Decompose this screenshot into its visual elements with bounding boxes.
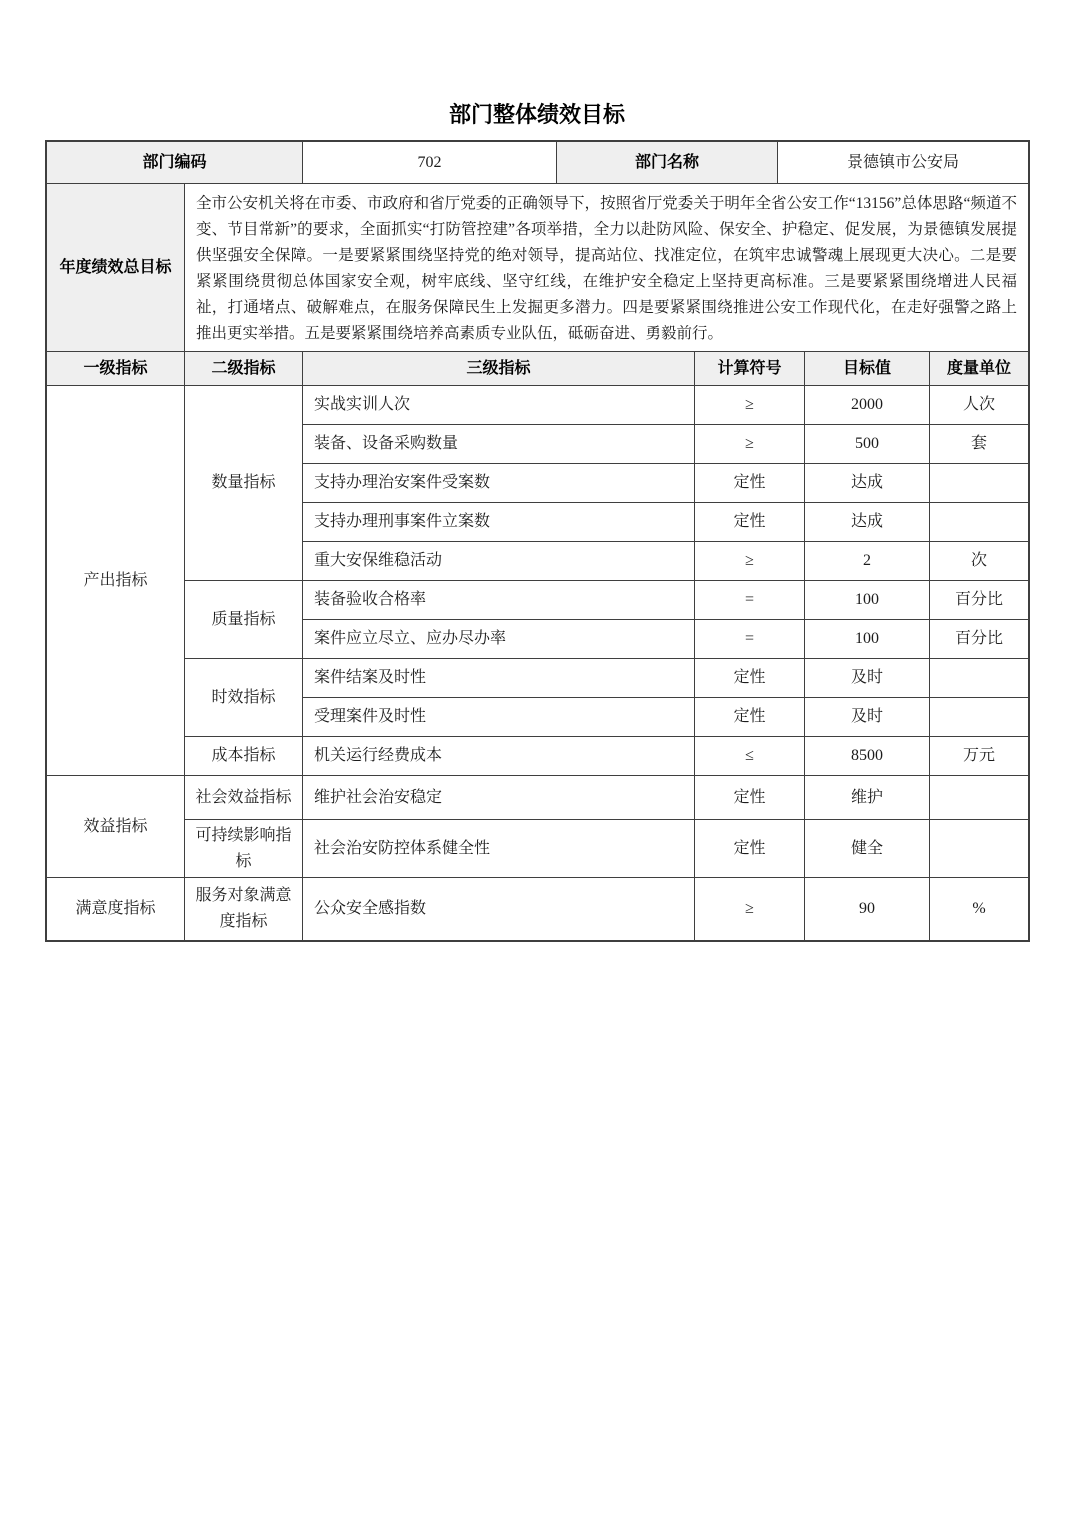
row-target: 100: [805, 581, 930, 620]
row-symbol: ≤: [695, 737, 805, 776]
row-unit: [930, 464, 1028, 503]
row-unit: 万元: [930, 737, 1028, 776]
row-symbol: 定性: [695, 503, 805, 542]
level1-satisfaction-indicators: 满意度指标: [47, 878, 185, 940]
row-level3: 重大安保维稳活动: [303, 542, 695, 581]
row-level3: 受理案件及时性: [303, 698, 695, 737]
row-level3: 支持办理刑事案件立案数: [303, 503, 695, 542]
level1-benefit-indicators: 效益指标: [47, 776, 185, 878]
level1-output-indicators: 产出指标: [47, 386, 185, 776]
level2-sustainable-impact-indicators: 可持续影响指标: [185, 820, 303, 878]
row-level3: 案件应立尽立、应办尽办率: [303, 620, 695, 659]
row-level3: 装备、设备采购数量: [303, 425, 695, 464]
performance-goals-table: [45, 140, 1030, 942]
row-level3: 机关运行经费成本: [303, 737, 695, 776]
row-target: 8500: [805, 737, 930, 776]
row-unit: [930, 820, 1028, 878]
level2-social-benefit-indicators: 社会效益指标: [185, 776, 303, 820]
row-symbol: 定性: [695, 776, 805, 820]
row-unit: 次: [930, 542, 1028, 581]
row-symbol: =: [695, 581, 805, 620]
row-target: 维护: [805, 776, 930, 820]
row-level3: 公众安全感指数: [303, 878, 695, 940]
row-symbol: 定性: [695, 698, 805, 737]
row-target: 100: [805, 620, 930, 659]
dept-code-value: 702: [303, 142, 557, 184]
level2-quantity-indicators: 数量指标: [185, 386, 303, 581]
dept-name-label: 部门名称: [557, 142, 778, 184]
row-level3: 支持办理治安案件受案数: [303, 464, 695, 503]
header-level3: 三级指标: [303, 352, 695, 386]
row-unit: [930, 659, 1028, 698]
row-unit: [930, 698, 1028, 737]
level2-timeliness-indicators: 时效指标: [185, 659, 303, 737]
row-target: 2000: [805, 386, 930, 425]
dept-name-value: 景德镇市公安局: [778, 142, 1028, 184]
header-symbol: 计算符号: [695, 352, 805, 386]
row-target: 健全: [805, 820, 930, 878]
row-unit: %: [972, 900, 986, 917]
header-unit: 度量单位: [930, 352, 1028, 386]
row-level3: 装备验收合格率: [303, 581, 695, 620]
row-unit: [930, 776, 1028, 820]
row-symbol: ≥: [695, 878, 805, 940]
row-unit: 百分比: [930, 581, 1028, 620]
row-target: 及时: [805, 659, 930, 698]
row-level3: 维护社会治安稳定: [303, 776, 695, 820]
row-symbol: ≥: [695, 542, 805, 581]
row-level3: 实战实训人次: [303, 386, 695, 425]
dept-code-label: 部门编码: [47, 142, 303, 184]
header-level1: 一级指标: [47, 352, 185, 386]
annual-goal-label: 年度绩效总目标: [47, 184, 185, 352]
document-title: 部门整体绩效目标: [448, 102, 625, 127]
row-symbol: ≥: [695, 425, 805, 464]
row-symbol: 定性: [695, 659, 805, 698]
row-target: 达成: [805, 464, 930, 503]
annual-goal-text: 全市公安机关将在市委、市政府和省厅党委的正确领导下，按照省厅党委关于明年全省公安工作“13156”总体思路“频道不变、节目常新”的要求，全面抓实“打防管控建”各项举措，全力以赴防风险、保安全、护稳定、促发展，为景德镇发展提供坚强安全保障。一是要紧紧围绕坚持党的绝对领导，提高站位、找准定位，在筑牢忠诚警魂上展现更大决心。二是要紧紧围绕贯彻总体国家安全观，树牢底线、坚守红线，在维护安全稳定上坚持更高标准。三是要紧紧围绕增进人民福祉，打通堵点、破解难点，在服务保障民生上发掘更多潜力。四是要紧紧围绕推进公安工作现代化，在走好强警之路上推出更实举措。五是要紧紧围绕培养高素质专业队伍，砥砺奋进、勇毅前行。: [185, 184, 1028, 352]
row-level3: 案件结案及时性: [303, 659, 695, 698]
row-target: 500: [805, 425, 930, 464]
level2-quality-indicators: 质量指标: [185, 581, 303, 659]
row-symbol: ≥: [695, 386, 805, 425]
row-symbol: =: [695, 620, 805, 659]
header-target: 目标值: [805, 352, 930, 386]
row-unit: 套: [930, 425, 1028, 464]
row-level3: 社会治安防控体系健全性: [303, 820, 695, 878]
row-target: 及时: [805, 698, 930, 737]
row-unit: 人次: [930, 386, 1028, 425]
row-symbol: 定性: [695, 820, 805, 878]
header-level2: 二级指标: [185, 352, 303, 386]
level2-cost-indicators: 成本指标: [185, 737, 303, 776]
row-target: 2: [805, 542, 930, 581]
row-unit: [930, 503, 1028, 542]
row-unit: 百分比: [930, 620, 1028, 659]
row-target: 达成: [805, 503, 930, 542]
level2-service-target-satisfaction-indicators: 服务对象满意度指标: [185, 878, 303, 940]
row-symbol: 定性: [695, 464, 805, 503]
row-target: 90: [805, 878, 930, 940]
